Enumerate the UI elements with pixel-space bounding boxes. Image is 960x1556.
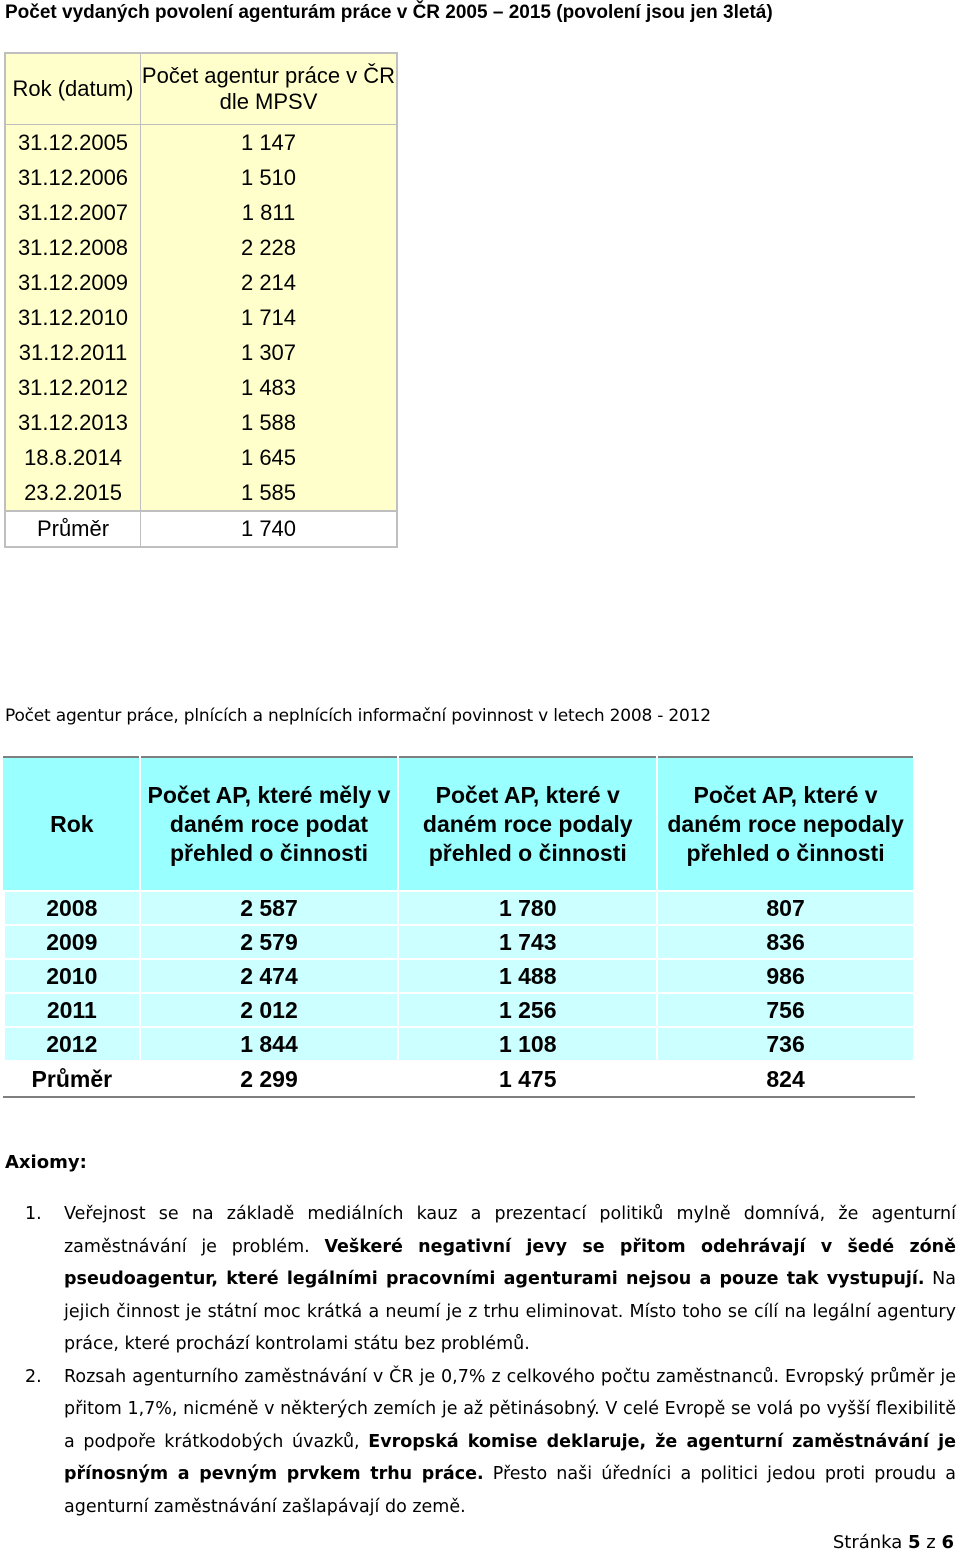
table-row <box>5 405 397 440</box>
cell-reported: 1 780 <box>398 891 657 925</box>
header-should-report: Počet AP, které měly v daném roce podat přehled o činnosti <box>140 757 399 891</box>
cell-should-report: 1 844 <box>140 1027 399 1061</box>
cell-reported: 1 743 <box>398 925 657 959</box>
cell-date: 31.12.2012 <box>5 370 141 405</box>
cell-should-report: 2 579 <box>140 925 399 959</box>
header-agency-count: Počet agentur práce v ČR dle MPSV <box>141 53 398 125</box>
table2-title: Počet agentur práce, plnících a neplnících informační povinnost v letech 2008 - 2012 <box>5 706 711 726</box>
cell-date: 31.12.2010 <box>5 300 141 335</box>
item-bold-text: Veškeré negativní jevy se přitom odehrávají v šedé zóně pseudoagentur, které legálními pracovními agenturami nejsou a pouze tak vystupují. <box>64 1236 956 1289</box>
item-text: Přesto naši úředníci a politici jedou proti proudu a agenturní zaměstnávání zašlapávají do země. <box>64 1464 956 1517</box>
table-row <box>4 993 914 1027</box>
cell-should-report: 2 474 <box>140 959 399 993</box>
table-row <box>5 300 397 335</box>
cell-date: 31.12.2007 <box>5 195 141 230</box>
cell-date: 31.12.2005 <box>5 125 141 161</box>
cell-count: 1 588 <box>141 405 398 440</box>
cell-date: 31.12.2006 <box>5 160 141 195</box>
header-not-reported: Počet AP, které v daném roce nepodaly přehled o činnosti <box>657 757 914 891</box>
permits-table-body <box>5 125 397 548</box>
reporting-table <box>3 756 915 1098</box>
cell-date: 31.12.2011 <box>5 335 141 370</box>
cell-not-reported: 824 <box>657 1061 914 1097</box>
cell-date: 18.8.2014 <box>5 440 141 475</box>
cell-reported: 1 475 <box>398 1061 657 1097</box>
item-text: Veřejnost se na základě mediálních kauz a prezentací politiků mylně domnívá, že agenturní zaměstnávání je problém. <box>64 1204 956 1257</box>
cell-count: 1 811 <box>141 195 398 230</box>
table-row <box>4 1027 914 1061</box>
cell-count: 1 510 <box>141 160 398 195</box>
cell-year: 2008 <box>4 891 140 925</box>
table-row <box>5 335 397 370</box>
cell-not-reported: 836 <box>657 925 914 959</box>
cell-should-report: 2 587 <box>140 891 399 925</box>
cell-count: 1 483 <box>141 370 398 405</box>
cell-count: 2 214 <box>141 265 398 300</box>
table-row <box>5 475 397 511</box>
reporting-table-body <box>4 891 914 1097</box>
item-bold-text: Evropská komise deklaruje, že agenturní zaměstnávání je přínosným a pevným prvkem trhu práce. <box>64 1431 957 1484</box>
header-year-date: Rok (datum) <box>5 53 141 125</box>
footer-current-page: 5 <box>908 1532 921 1553</box>
cell-reported: 1 256 <box>398 993 657 1027</box>
cell-not-reported: 756 <box>657 993 914 1027</box>
item-number: 2. <box>25 1366 42 1387</box>
table-row <box>4 925 914 959</box>
page-footer <box>833 1532 954 1553</box>
cell-year: 2009 <box>4 925 140 959</box>
header-reported: Počet AP, které v daném roce podaly přehled o činnosti <box>398 757 657 891</box>
header-year: Rok <box>4 757 140 891</box>
table-row <box>5 160 397 195</box>
cell-not-reported: 736 <box>657 1027 914 1061</box>
cell-count: 1 585 <box>141 475 398 511</box>
item-text: Na jejich činnost je státní moc krátká a neumí je z trhu eliminovat. Místo toho se cílí na legální agentury práce, které prochází kontrolami státu bez problémů. <box>64 1269 956 1354</box>
item-number: 1. <box>25 1204 42 1224</box>
table-row <box>5 265 397 300</box>
cell-count: 1 714 <box>141 300 398 335</box>
axiomy-heading: Axiomy: <box>5 1152 87 1173</box>
cell-date: 31.12.2008 <box>5 230 141 265</box>
cell-year: 2012 <box>4 1027 140 1061</box>
table-row <box>5 370 397 405</box>
cell-date: 31.12.2013 <box>5 405 141 440</box>
cell-should-report: 2 012 <box>140 993 399 1027</box>
cell-reported: 1 488 <box>398 959 657 993</box>
cell-not-reported: 807 <box>657 891 914 925</box>
cell-count: 1 147 <box>141 125 398 161</box>
cell-date: 23.2.2015 <box>5 475 141 511</box>
cell-reported: 1 108 <box>398 1027 657 1061</box>
table-row <box>4 891 914 925</box>
table-row <box>5 125 397 161</box>
table-row <box>5 440 397 475</box>
permits-table <box>4 52 398 548</box>
footer-prefix: Stránka <box>832 1532 909 1553</box>
list-item <box>0 1361 956 1524</box>
cell-not-reported: 986 <box>657 959 914 993</box>
cell-count: 2 228 <box>141 230 398 265</box>
footer-total-pages: 6 <box>941 1532 954 1553</box>
list-item <box>0 1198 956 1361</box>
average-row <box>4 1061 914 1097</box>
table-row <box>5 195 397 230</box>
axiomy-list <box>0 1198 956 1523</box>
table-row <box>4 959 914 993</box>
cell-average-label: Průměr <box>5 511 141 547</box>
cell-should-report: 2 299 <box>140 1061 399 1097</box>
cell-year: 2010 <box>4 959 140 993</box>
cell-year: Průměr <box>4 1061 140 1097</box>
table-row <box>5 230 397 265</box>
cell-average-value: 1 740 <box>141 511 398 547</box>
cell-date: 31.12.2009 <box>5 265 141 300</box>
cell-count: 1 645 <box>141 440 398 475</box>
item-text: Rozsah agenturního zaměstnávání v ČR je 0,7% z celkového počtu zaměstnanců. Evropský průměr je přitom 1,7%, nicméně v některých zemích je až pětinásobný. V celé Evropě se volá po vyšší flexibilitě a podpoře krátkodobých úvazků, <box>64 1366 956 1452</box>
cell-year: 2011 <box>4 993 140 1027</box>
average-row <box>5 511 397 547</box>
table1-title: Počet vydaných povolení agenturám práce v ČR 2005 – 2015 (povolení jsou jen 3letá) <box>5 2 773 23</box>
footer-middle: z <box>920 1532 942 1553</box>
cell-count: 1 307 <box>141 335 398 370</box>
